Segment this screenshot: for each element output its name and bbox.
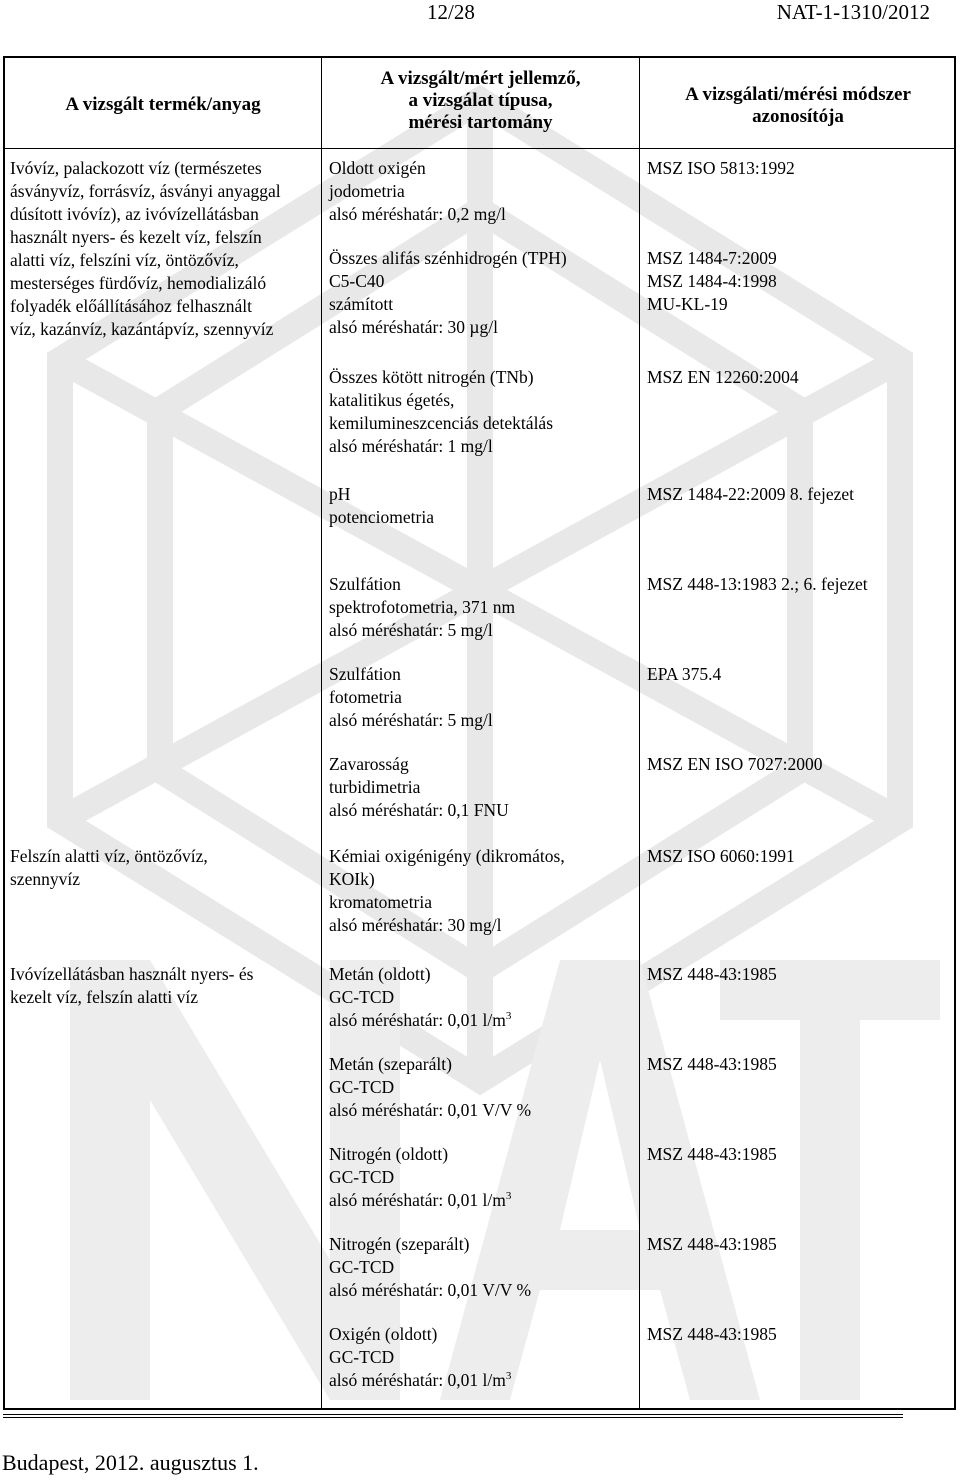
method-id: MSZ 1484-22:2009 8. fejezet [647, 484, 855, 504]
method-id: MSZ EN ISO 7027:2000 [647, 754, 823, 774]
method-id: MSZ 448-43:1985 [647, 1054, 777, 1074]
header-divider [5, 148, 954, 149]
method-id: MSZ 448-43:1985 [647, 1324, 777, 1344]
method-id: EPA 375.4 [647, 664, 722, 684]
test-row: Összes kötött nitrogén (TNb) katalitikus égetés, kemilumineszcenciás detektálás alsó méréshatár: 1 mg/l [329, 367, 554, 456]
column-divider [639, 58, 640, 1408]
test-row: Metán (szeparált) GC-TCD alsó méréshatár: 0,01 V/V % [329, 1054, 532, 1120]
test-row: Nitrogén (szeparált) GC-TCD alsó méréshatár: 0,01 V/V % [329, 1234, 532, 1300]
method-id: MSZ 448-13:1983 2.; 6. fejezet [647, 574, 868, 594]
test-row: Kémiai oxigénigény (dikromátos, KOIk) kromatometria alsó méréshatár: 30 mg/l [329, 846, 565, 935]
test-row: Metán (oldott) GC-TCD alsó méréshatár: 0,01 $l/m^3$ [329, 964, 512, 1030]
document-id: NAT-1-1310/2012 [776, 0, 930, 24]
method-id: MSZ 448-43:1985 [647, 1234, 777, 1254]
test-row: Szulfátion fotometria alsó méréshatár: 5 mg/l [329, 664, 493, 730]
test-row: Nitrogén (oldott) GC-TCD alsó méréshatár: 0,01 $l/m^3$ [329, 1144, 512, 1210]
method-id: MSZ ISO 5813:1992 [647, 158, 795, 178]
page-number: 12/28 [427, 0, 475, 24]
method-id: MSZ ISO 6060:1991 [647, 846, 795, 866]
footer-date: Budapest, 2012. augusztus 1. [2, 1450, 259, 1475]
footer-rule [3, 1414, 903, 1420]
column-divider [321, 58, 322, 1408]
test-row: Összes alifás szénhidrogén (TPH) C5-C40 számított alsó méréshatár: 30 µg/l [329, 248, 567, 337]
product-group-2: Felszín alatti víz, öntözővíz, szennyvíz [10, 846, 208, 889]
product-group-3: Ivóvízellátásban használt nyers- és kezelt víz, felszín alatti víz [10, 964, 254, 1007]
column-header-method: A vizsgálati/mérési módszer azonosítója [685, 84, 911, 127]
test-row: Oldott oxigén jodometria alsó méréshatár: 0,2 mg/l [329, 158, 506, 224]
accreditation-table [3, 56, 956, 1410]
method-id: MSZ 1484-7:2009 MSZ 1484-4:1998 MU-KL-19 [647, 248, 777, 314]
product-group-1: Ivóvíz, palackozott víz (természetes ásványvíz, forrásvíz, ásványi anyaggal dúsított ivóvíz), az ivóvízellátásban használt nyers- és kezelt víz, felszín alatti víz, felszíni víz, öntözővíz, mesterséges fürdővíz, hemodializáló folyadék előállításához felhasznált víz, kazánvíz, kazántápvíz, szennyvíz [10, 158, 281, 339]
test-row: pH potenciometria [329, 484, 434, 527]
column-header-product: A vizsgált termék/anyag [65, 94, 261, 115]
test-row: Zavarosság turbidimetria alsó méréshatár: 0,1 FNU [329, 754, 509, 820]
column-header-property: A vizsgált/mért jellemző, a vizsgálat típusa, mérési tartomány [380, 68, 581, 133]
method-id: MSZ 448-43:1985 [647, 964, 777, 984]
test-row: Szulfátion spektrofotometria, 371 nm alsó méréshatár: 5 mg/l [329, 574, 516, 640]
method-id: MSZ EN 12260:2004 [647, 367, 799, 387]
test-row: Oxigén (oldott) GC-TCD alsó méréshatár: 0,01 $l/m^3$ [329, 1324, 512, 1390]
method-id: MSZ 448-43:1985 [647, 1144, 777, 1164]
